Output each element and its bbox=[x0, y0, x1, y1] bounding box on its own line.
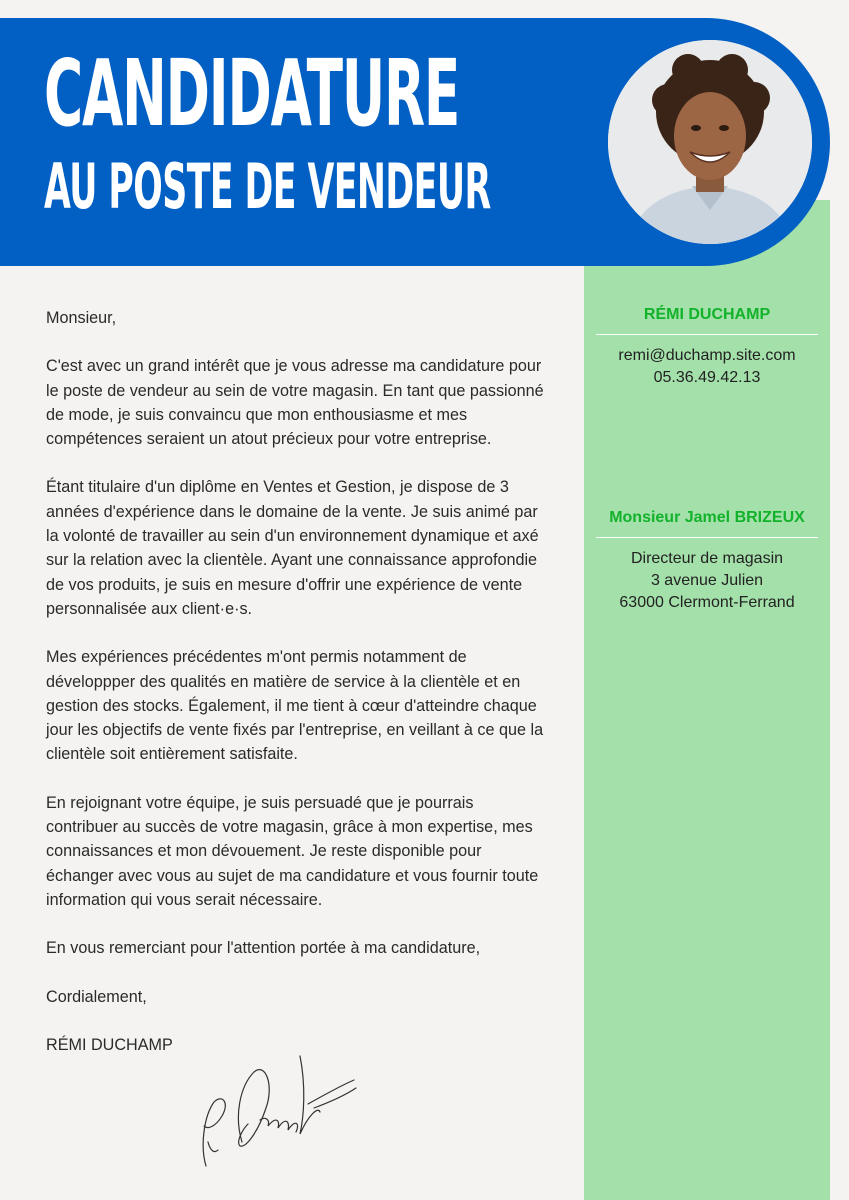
sender-divider bbox=[596, 334, 818, 335]
title-line-2: AU POSTE DE VENDEUR bbox=[44, 150, 491, 223]
page-title bbox=[44, 40, 564, 223]
letter-paragraph: Étant titulaire d'un diplôme en Ventes et Gestion, je dispose de 3 années d'expérience dans le domaine de la vente. Je suis animé par la volonté de travailler au sein d'un environnement dynamique et axé sur la relation avec la clientèle. Ayant une connaissance approfondie de vos produits, je suis en mesure d'offrir une expérience de vente personnalisée aux client·e·s. bbox=[46, 478, 539, 618]
recipient-address: 3 avenue Julien bbox=[650, 572, 764, 589]
letter-paragraph: C'est avec un grand intérêt que je vous adresse ma candidature pour le poste de vendeur au sein de votre magasin. En tant que passionné de mode, je suis convaincu que mon enthousiasme et mes compétences seraient un atout précieux pour votre entreprise. bbox=[46, 357, 544, 449]
portrait-image bbox=[608, 40, 812, 244]
letter-salutation: Monsieur, bbox=[46, 309, 117, 327]
letter-paragraph: Mes expériences précédentes m'ont permis notamment de développper des qualités en matière de service à la clientèle et en gestion des stocks. Également, il me tient à cœur d'atteindre chaque jour les objectifs de vente fixés par l'entreprise, en veillant à ce que la clientèle soit entièrement satisfaite. bbox=[46, 648, 544, 764]
recipient-block bbox=[596, 509, 818, 614]
recipient-role: Directeur de magasin bbox=[630, 550, 784, 567]
letter-closing: Cordialement, bbox=[46, 987, 147, 1006]
letter-paragraph: En vous remerciant pour l'attention portée à ma candidature, bbox=[46, 939, 481, 958]
sender-block bbox=[596, 306, 818, 389]
sender-name: RÉMI DUCHAMP bbox=[643, 306, 771, 323]
handwritten-signature bbox=[196, 1046, 360, 1178]
sender-phone: 05.36.49.42.13 bbox=[653, 369, 761, 386]
letter-signature-name: RÉMI DUCHAMP bbox=[46, 1035, 173, 1054]
letter-body bbox=[46, 306, 546, 1081]
title-line-1: CANDIDATURE bbox=[44, 40, 460, 147]
sender-email: remi@duchamp.site.com bbox=[618, 347, 796, 364]
profile-photo bbox=[608, 40, 812, 244]
recipient-city: 63000 Clermont-Ferrand bbox=[619, 594, 795, 611]
letter-paragraph: En rejoignant votre équipe, je suis persuadé que je pourrais contribuer au succès de votre magasin, grâce à mon expertise, mes connaissances et mon dévouement. Je reste disponible pour échanger avec vous au sujet de ma candidature et vous fournir toute information qui vous serait nécessaire. bbox=[46, 793, 539, 909]
recipient-divider bbox=[596, 537, 818, 538]
recipient-name: Monsieur Jamel BRIZEUX bbox=[609, 509, 805, 526]
